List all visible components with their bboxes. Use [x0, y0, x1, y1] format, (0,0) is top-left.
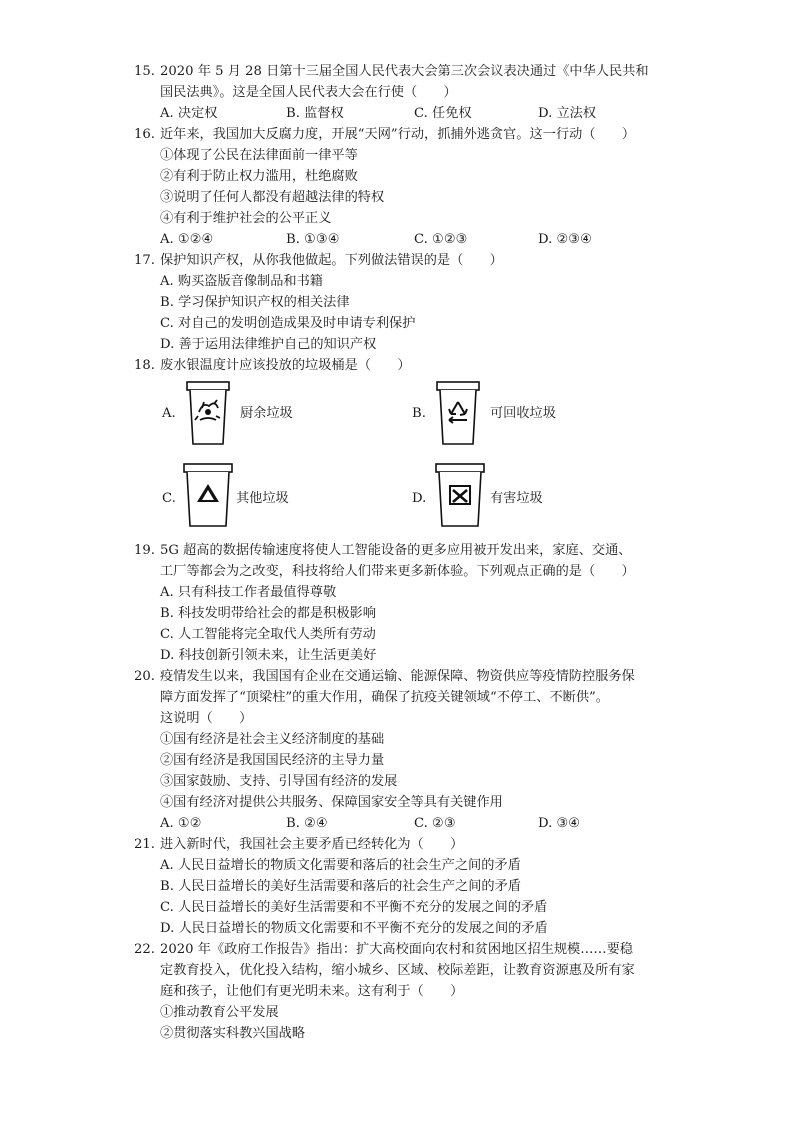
question-number: 22. — [134, 942, 155, 957]
question-line: 疫情发生以来，我国国有企业在交通运输、能源保障、物资供应等疫情防控服务保 — [160, 669, 635, 684]
bin-label: 可回收垃圾 — [490, 406, 556, 421]
option-c-letter[interactable]: C. — [162, 491, 176, 506]
option-a[interactable]: A. ①② — [160, 816, 202, 831]
option-b[interactable]: B. 人民日益增长的美好生活需要和落后的社会生产之间的矛盾 — [160, 879, 521, 894]
option-b[interactable]: B. 监督权 — [286, 106, 344, 121]
food-waste-icon[interactable] — [186, 380, 230, 446]
statement-4: ④国有经济对提供公共服务、保障国家安全等具有关键作用 — [160, 795, 503, 810]
option-d[interactable]: D. 人民日益增长的物质文化需要和不平衡不充分的发展之间的矛盾 — [160, 921, 548, 936]
option-a[interactable]: A. 只有科技工作者最值得尊敬 — [160, 585, 337, 600]
recycle-icon[interactable] — [436, 380, 480, 446]
question-line: 障方面发挥了“顶梁柱”的重大作用，确保了抗疫关键领域“不停工、不断供”。 — [160, 690, 609, 705]
question-number: 19. — [134, 543, 155, 558]
statement-2: ②国有经济是我国国民经济的主导力量 — [160, 753, 385, 768]
statement-3: ③说明了任何人都没有超越法律的特权 — [160, 190, 385, 205]
statement-4: ④有利于维护社会的公平正义 — [160, 211, 332, 226]
question-number: 18. — [134, 358, 155, 373]
option-c[interactable]: C. 人工智能将完全取代人类所有劳动 — [160, 627, 376, 642]
question-line: 工厂等都会为之改变，科技将给人们带来更多新体验。下列观点正确的是（ ） — [160, 564, 635, 579]
option-d[interactable]: D. ③④ — [538, 816, 581, 831]
option-d[interactable]: D. 科技创新引领未来，让生活更美好 — [160, 648, 377, 663]
option-c[interactable]: C. ②③ — [414, 816, 456, 831]
bin-label: 其他垃圾 — [236, 491, 289, 506]
option-a[interactable]: A. ①②④ — [160, 232, 214, 247]
statement-1: ①国有经济是社会主义经济制度的基础 — [160, 732, 385, 747]
question-line: 进入新时代，我国社会主要矛盾已经转化为（ ） — [160, 837, 464, 852]
option-a[interactable]: A. 决定权 — [160, 106, 218, 121]
option-d[interactable]: D. ②③④ — [538, 232, 592, 247]
option-b[interactable]: B. 科技发明带给社会的都是积极影响 — [160, 606, 376, 621]
bin-label: 厨余垃圾 — [240, 406, 293, 421]
question-line: 国民法典》。这是全国人民代表大会在行使（ ） — [160, 85, 457, 100]
question-line: 废水银温度计应该投放的垃圾桶是（ ） — [160, 358, 411, 373]
question-line: 5G 超高的数据传输速度将使人工智能设备的更多应用被开发出来，家庭、交通、 — [160, 543, 632, 558]
question-line: 近年来，我国加大反腐力度，开展“天网”行动，抓捕外逃贪官。这一行动（ ） — [160, 127, 636, 142]
option-c[interactable]: C. ①②③ — [414, 232, 468, 247]
hazardous-icon[interactable] — [435, 462, 485, 528]
option-c[interactable]: C. 人民日益增长的美好生活需要和不平衡不充分的发展之间的矛盾 — [160, 900, 548, 915]
option-a[interactable]: A. 购买盗版音像制品和书籍 — [160, 274, 323, 289]
other-waste-icon[interactable] — [183, 462, 233, 528]
statement-1: ①体现了公民在法律面前一律平等 — [160, 148, 358, 163]
question-number: 20. — [134, 669, 155, 684]
question-line: 这说明（ ） — [160, 711, 253, 726]
option-c[interactable]: C. 任免权 — [414, 106, 472, 121]
statement-2: ②贯彻落实科教兴国战略 — [160, 1026, 306, 1041]
option-b-letter[interactable]: B. — [412, 406, 426, 421]
statement-3: ③国家鼓励、支持、引导国有经济的发展 — [160, 774, 398, 789]
option-a-letter[interactable]: A. — [162, 406, 176, 421]
option-d[interactable]: D. 立法权 — [538, 106, 597, 121]
question-number: 21. — [134, 837, 155, 852]
option-a[interactable]: A. 人民日益增长的物质文化需要和落后的社会生产之间的矛盾 — [160, 858, 521, 873]
option-b[interactable]: B. 学习保护知识产权的相关法律 — [160, 295, 350, 310]
question-number: 17. — [134, 253, 155, 268]
option-b[interactable]: B. ①③④ — [286, 232, 340, 247]
option-b[interactable]: B. ②④ — [286, 816, 328, 831]
bin-label: 有害垃圾 — [490, 491, 543, 506]
option-c[interactable]: C. 对自己的发明创造成果及时申请专利保护 — [160, 316, 416, 331]
question-line: 2020 年 5 月 28 日第十三届全国人民代表大会第三次会议表决通过《中华人民共和 — [160, 64, 649, 79]
question-line: 保护知识产权，从你我他做起。下列做法错误的是（ ） — [160, 253, 503, 268]
option-d-letter[interactable]: D. — [412, 491, 427, 506]
option-d[interactable]: D. 善于运用法律维护自己的知识产权 — [160, 337, 377, 352]
statement-2: ②有利于防止权力滥用，杜绝腐败 — [160, 169, 358, 184]
question-line: 2020 年《政府工作报告》指出：扩大高校面向农村和贫困地区招生规模……要稳 — [160, 942, 633, 957]
question-number: 16. — [134, 127, 155, 142]
question-line: 定教育投入，优化投入结构，缩小城乡、区域、校际差距，让教育资源惠及所有家 — [160, 963, 635, 978]
question-number: 15. — [134, 64, 155, 79]
statement-1: ①推动教育公平发展 — [160, 1005, 279, 1020]
question-line: 庭和孩子，让他们有更光明未来。这有利于（ ） — [160, 984, 464, 999]
